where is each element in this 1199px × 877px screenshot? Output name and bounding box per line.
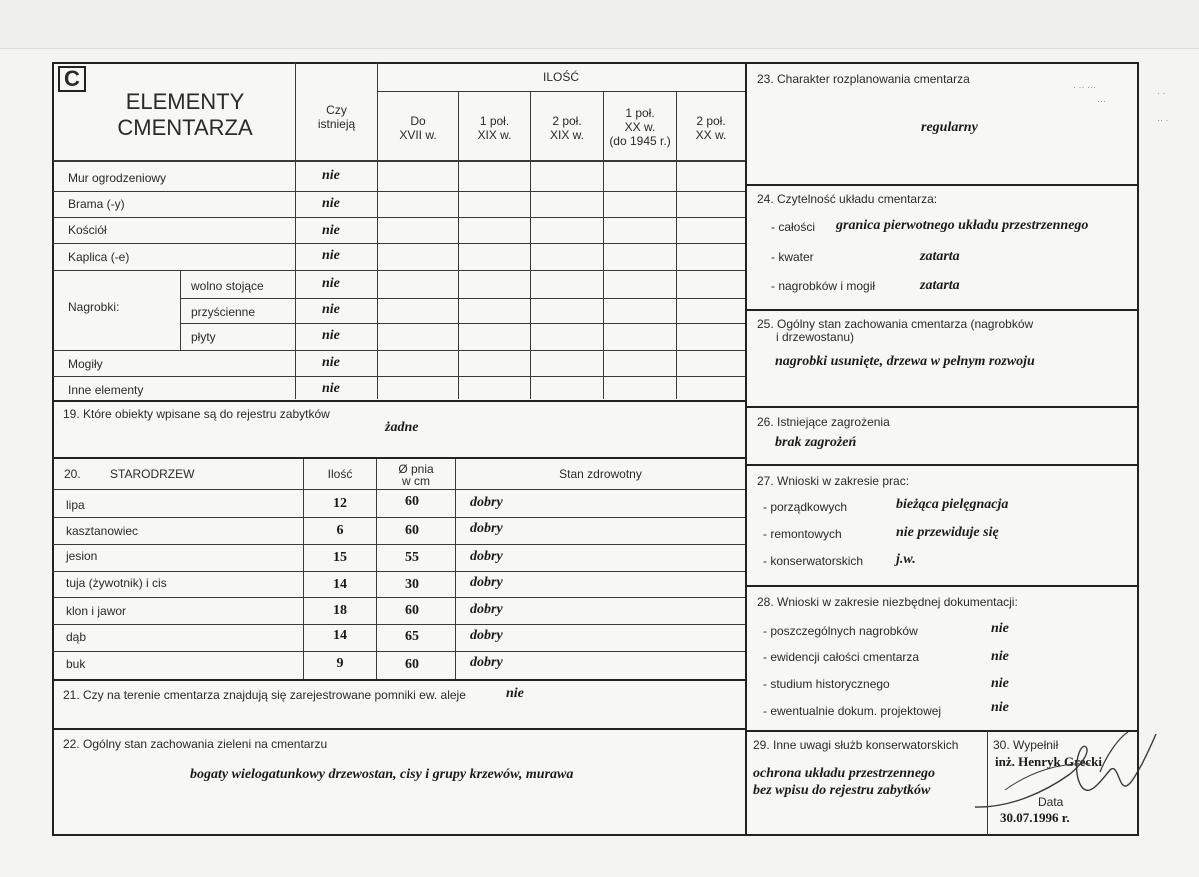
element-label: płyty	[191, 330, 216, 344]
element-exists: nie	[322, 381, 340, 396]
tree-health: dobry	[470, 655, 503, 670]
trees-header-diam-1: Ø pnia	[398, 462, 434, 476]
tree-diameter: 60	[405, 603, 419, 618]
tree-count: 14	[333, 628, 347, 643]
trees-header-name: STARODRZEW	[110, 467, 195, 481]
q25-label-2: i drzewostanu)	[776, 330, 855, 344]
q25-answer: nagrobki usunięte, drzewa w pełnym rozwoju	[775, 354, 1035, 369]
tree-health: dobry	[470, 549, 503, 564]
q28-item-answer: nie	[991, 649, 1009, 664]
period-1-l2: XVII w.	[399, 128, 437, 142]
q27-item-label: - konserwatorskich	[763, 554, 864, 568]
q28-item-label: - studium historycznego	[763, 677, 890, 691]
element-label: Inne elementy	[68, 383, 144, 397]
tree-count: 14	[333, 577, 347, 592]
q19-answer: żadne	[385, 420, 419, 435]
page-top-edge	[0, 0, 1199, 49]
graves-label: Nagrobki:	[68, 300, 120, 314]
q27-item-answer: bieżąca pielęgnacja	[896, 497, 1009, 512]
q30-name: inż. Henryk Grecki	[995, 754, 1103, 769]
element-exists: nie	[322, 223, 340, 238]
period-5-l1: 2 poł.	[696, 114, 726, 128]
element-exists: nie	[322, 196, 340, 211]
tree-diameter: 65	[405, 629, 419, 644]
trees-header-num: 20.	[64, 467, 81, 481]
tree-count: 12	[333, 496, 347, 511]
q27-item-answer: nie przewiduje się	[896, 525, 999, 540]
q29-answer-1: ochrona układu przestrzennego	[753, 766, 936, 781]
q28-item-answer: nie	[991, 621, 1009, 636]
element-label: Mur ogrodzeniowy	[68, 171, 167, 185]
q25-label-1: 25. Ogólny stan zachowania cmentarza (nagrobków	[757, 317, 1034, 331]
tree-name: kasztanowiec	[66, 524, 139, 538]
q27-item-label: - porządkowych	[763, 500, 848, 514]
q28-label: 28. Wnioski w zakresie niezbędnej dokumentacji:	[757, 595, 1018, 609]
period-2-l1: 1 poł.	[479, 114, 510, 128]
scan-smudge: · ·	[1157, 88, 1166, 98]
q21-label: 21. Czy na terenie cmentarza znajdują się zarejestrowane pomniki ew. aleje	[63, 688, 466, 702]
period-2-l2: XIX w.	[477, 128, 512, 142]
scan-smudge: ·· ·	[1157, 115, 1169, 125]
period-3-l1: 2 poł.	[552, 114, 582, 128]
tree-health: dobry	[470, 602, 503, 617]
signature-mark	[950, 712, 1165, 832]
tree-diameter: 60	[405, 494, 419, 509]
title-line-2: CMENTARZA	[117, 115, 253, 140]
q27-item-answer: j.w.	[896, 552, 916, 567]
element-label: Mogiły	[68, 357, 103, 371]
trees-header-count: Ilość	[327, 467, 353, 481]
q30-date: 30.07.1996 r.	[1000, 810, 1070, 825]
period-4-l1: 1 poł.	[625, 106, 655, 120]
q30-date-label: Data	[1038, 795, 1064, 809]
tree-health: dobry	[470, 575, 503, 590]
q27-label: 27. Wnioski w zakresie prac:	[757, 474, 910, 488]
tree-health: dobry	[470, 495, 503, 510]
tree-diameter: 60	[405, 657, 419, 672]
q24-label: 24. Czytelność układu cmentarza:	[757, 192, 938, 206]
q23-answer: regularny	[921, 120, 978, 135]
tree-count: 18	[333, 603, 347, 618]
q27-item-label: - remontowych	[763, 527, 842, 541]
tree-name: lipa	[66, 498, 85, 512]
period-4-l2: XX w.	[624, 120, 656, 134]
tree-count: 6	[336, 523, 344, 538]
q24-item-answer: granica pierwotnego układu przestrzennego	[836, 218, 1089, 233]
q28-item-answer: nie	[991, 700, 1009, 715]
q24-item-label: - kwater	[771, 250, 814, 264]
q26-label: 26. Istniejące zagrożenia	[757, 415, 890, 429]
period-4-l3: (do 1945 r.)	[609, 134, 671, 148]
title-line-1: ELEMENTY	[125, 89, 245, 114]
tree-name: klon i jawor	[66, 604, 127, 618]
element-exists: nie	[322, 168, 340, 183]
element-exists: nie	[322, 302, 340, 317]
q28-item-answer: nie	[991, 676, 1009, 691]
q26-answer: brak zagrożeń	[775, 435, 857, 450]
element-exists: nie	[322, 276, 340, 291]
scan-smudge: ···	[1097, 96, 1106, 106]
tree-diameter: 55	[405, 550, 419, 565]
q22-label: 22. Ogólny stan zachowania zieleni na cmentarzu	[63, 737, 328, 751]
period-1-l1: Do	[410, 114, 426, 128]
q29-answer-2: bez wpisu do rejestru zabytków	[753, 783, 931, 798]
tree-diameter: 30	[405, 577, 419, 592]
q24-item-label: - nagrobków i mogił	[771, 279, 876, 293]
period-5-l2: XX w.	[695, 128, 727, 142]
tree-count: 9	[336, 656, 344, 671]
period-3-l2: XIX w.	[549, 128, 584, 142]
q24-item-label: - całości	[771, 220, 816, 234]
element-exists: nie	[322, 248, 340, 263]
q19-label: 19. Które obiekty wpisane są do rejestru zabytków	[63, 407, 330, 421]
element-exists: nie	[322, 328, 340, 343]
q28-item-label: - ewidencji całości cmentarza	[763, 650, 920, 664]
tree-name: dąb	[66, 630, 87, 644]
trees-header-health: Stan zdrowotny	[559, 467, 642, 481]
element-exists: nie	[322, 355, 340, 370]
element-label: Kaplica (-e)	[68, 250, 130, 264]
q30-label: 30. Wypełnił	[993, 738, 1059, 752]
element-label: Kościół	[68, 223, 107, 237]
tree-count: 15	[333, 550, 347, 565]
q29-label: 29. Inne uwagi służb konserwatorskich	[753, 738, 959, 752]
q28-item-label: - ewentualnie dokum. projektowej	[763, 704, 942, 718]
quantity-header: ILOŚĆ	[542, 70, 579, 84]
q21-answer: nie	[506, 686, 524, 701]
exists-header-1: Czy	[326, 103, 347, 117]
exists-header-2: istnieją	[317, 117, 356, 131]
tree-diameter: 60	[405, 523, 419, 538]
q23-label: 23. Charakter rozplanowania cmentarza	[757, 72, 970, 86]
tree-health: dobry	[470, 628, 503, 643]
tree-name: buk	[66, 657, 86, 671]
element-label: wolno stojące	[191, 279, 264, 293]
q24-item-answer: zatarta	[920, 249, 960, 264]
scan-smudge: · ·· ···	[1073, 82, 1096, 92]
element-label: przyścienne	[191, 305, 256, 319]
trees-header-diam-2: w cm	[402, 474, 430, 488]
section-letter: C	[58, 66, 86, 92]
tree-health: dobry	[470, 521, 503, 536]
q24-item-answer: zatarta	[920, 278, 960, 293]
element-label: Brama (-y)	[68, 197, 125, 211]
tree-name: tuja (żywotnik) i cis	[66, 576, 167, 590]
tree-name: jesion	[66, 549, 98, 563]
q22-answer: bogaty wielogatunkowy drzewostan, cisy i grupy krzewów, murawa	[190, 767, 574, 782]
q28-item-label: - poszczególnych nagrobków	[763, 624, 918, 638]
